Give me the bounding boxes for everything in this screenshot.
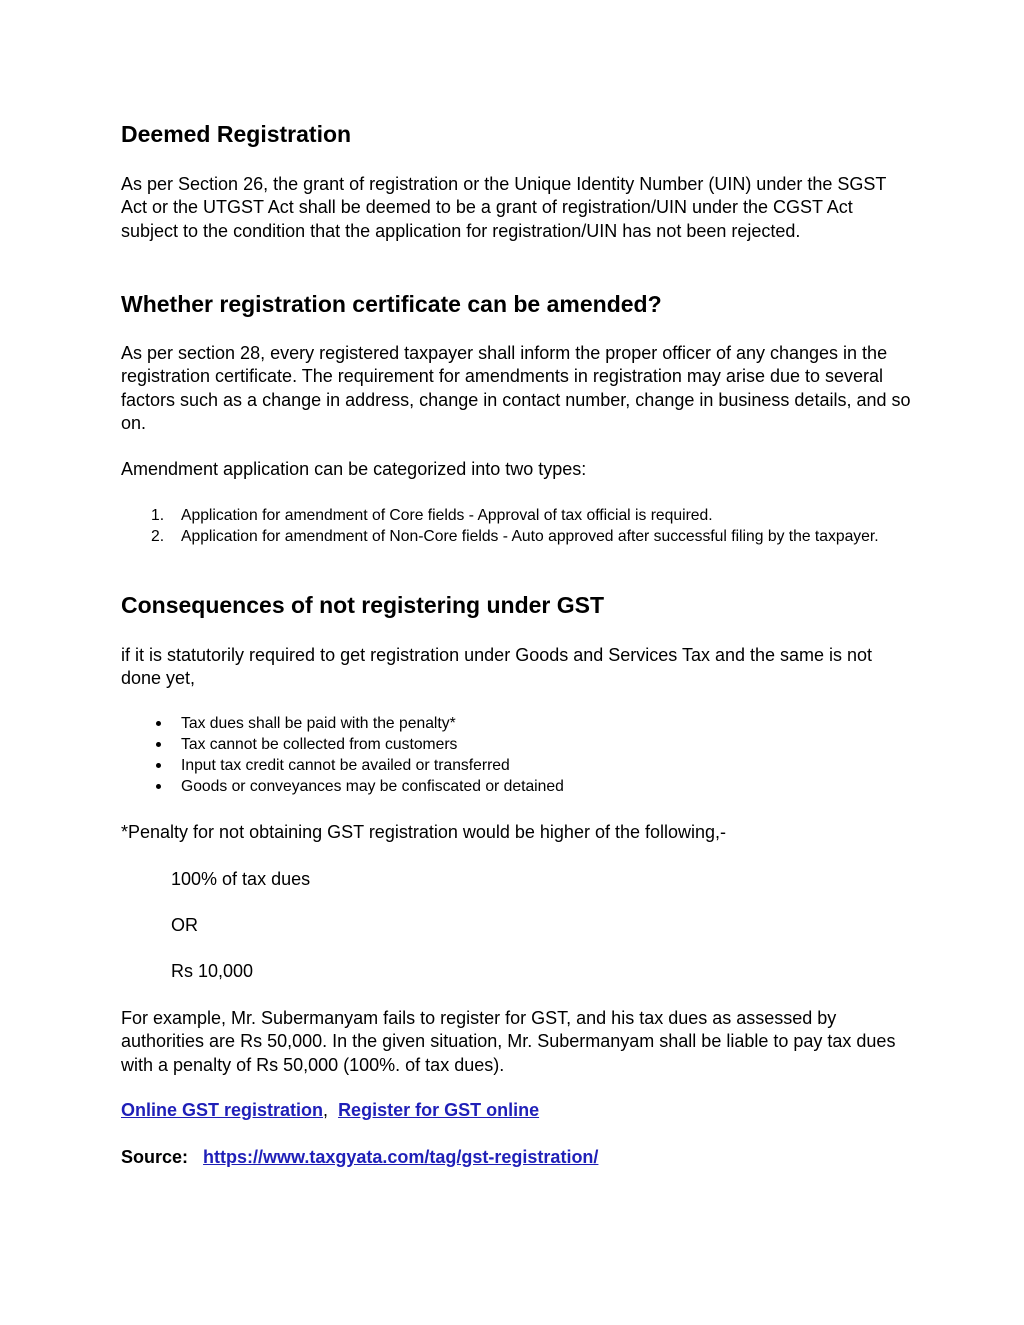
penalty-option-1: 100% of tax dues (171, 869, 311, 889)
source-label: Source: (121, 1147, 189, 1167)
bullet-icon (156, 742, 161, 747)
list-item-text: Goods or conveyances may be confiscated or detained (181, 778, 564, 795)
consequences-bullet-list (121, 713, 896, 797)
list-item (121, 713, 896, 734)
list-item (121, 755, 896, 776)
source-url-link[interactable]: https://www.taxgyata.com/tag/gst-registration/ (203, 1147, 599, 1167)
bullet-icon (156, 721, 161, 726)
list-item-text: Tax cannot be collected from customers (181, 736, 458, 753)
amendment-types-list (121, 505, 896, 547)
amendment-intro: Amendment application can be categorized into two types: (121, 459, 587, 479)
paragraph-example: For example, Mr. Subermanyam fails to register for GST, and his tax dues as assessed by authorities are Rs 50,000. In the given situation, Mr. Subermanyam shall be liable to pay tax dues with a penalty of Rs 50,000 (100%. of tax dues). (121, 1008, 896, 1075)
heading-consequences: Consequences of not registering under GST (121, 592, 605, 618)
list-item (121, 526, 896, 547)
paragraph-consequences: if it is statutorily required to get registration under Goods and Services Tax and the same is not done yet, (121, 645, 873, 689)
link-online-gst-registration[interactable]: Online GST registration (121, 1100, 324, 1120)
related-links (121, 1099, 539, 1122)
link-register-for-gst-online[interactable]: Register for GST online (338, 1100, 540, 1120)
penalty-option-or: OR (171, 915, 198, 935)
list-item (121, 505, 896, 526)
heading-deemed-registration: Deemed Registration (121, 121, 352, 147)
list-item (121, 776, 896, 797)
penalty-note: *Penalty for not obtaining GST registration would be higher of the following,- (121, 822, 727, 842)
list-item-text: Input tax credit cannot be availed or transferred (181, 757, 510, 774)
list-item-text: Application for amendment of Core fields - Approval of tax official is required. (181, 507, 713, 524)
paragraph-deemed-registration: As per Section 26, the grant of registration or the Unique Identity Number (UIN) under the SGST Act or the UTGST Act shall be deemed to be a grant of registration/UIN under the CGST Act subject to the condition that the application for registration/UIN has not been rejected. (121, 174, 887, 241)
link-separator: , (323, 1100, 329, 1120)
heading-amendment: Whether registration certificate can be amended? (121, 291, 662, 317)
source-line (121, 1146, 598, 1169)
list-item (121, 734, 896, 755)
bullet-icon (156, 763, 161, 768)
list-item-text: Application for amendment of Non-Core fields - Auto approved after successful filing by the taxpayer. (181, 528, 879, 545)
paragraph-amendment: As per section 28, every registered taxpayer shall inform the proper officer of any changes in the registration certificate. The requirement for amendments in registration may arise due to several factors such as a change in address, change in contact number, change in business details, and so on. (121, 343, 911, 433)
bullet-icon (156, 784, 161, 789)
list-item-text: Tax dues shall be paid with the penalty* (181, 715, 456, 732)
penalty-option-2: Rs 10,000 (171, 961, 254, 981)
list-number: 1. (151, 507, 165, 524)
list-number: 2. (151, 528, 165, 545)
